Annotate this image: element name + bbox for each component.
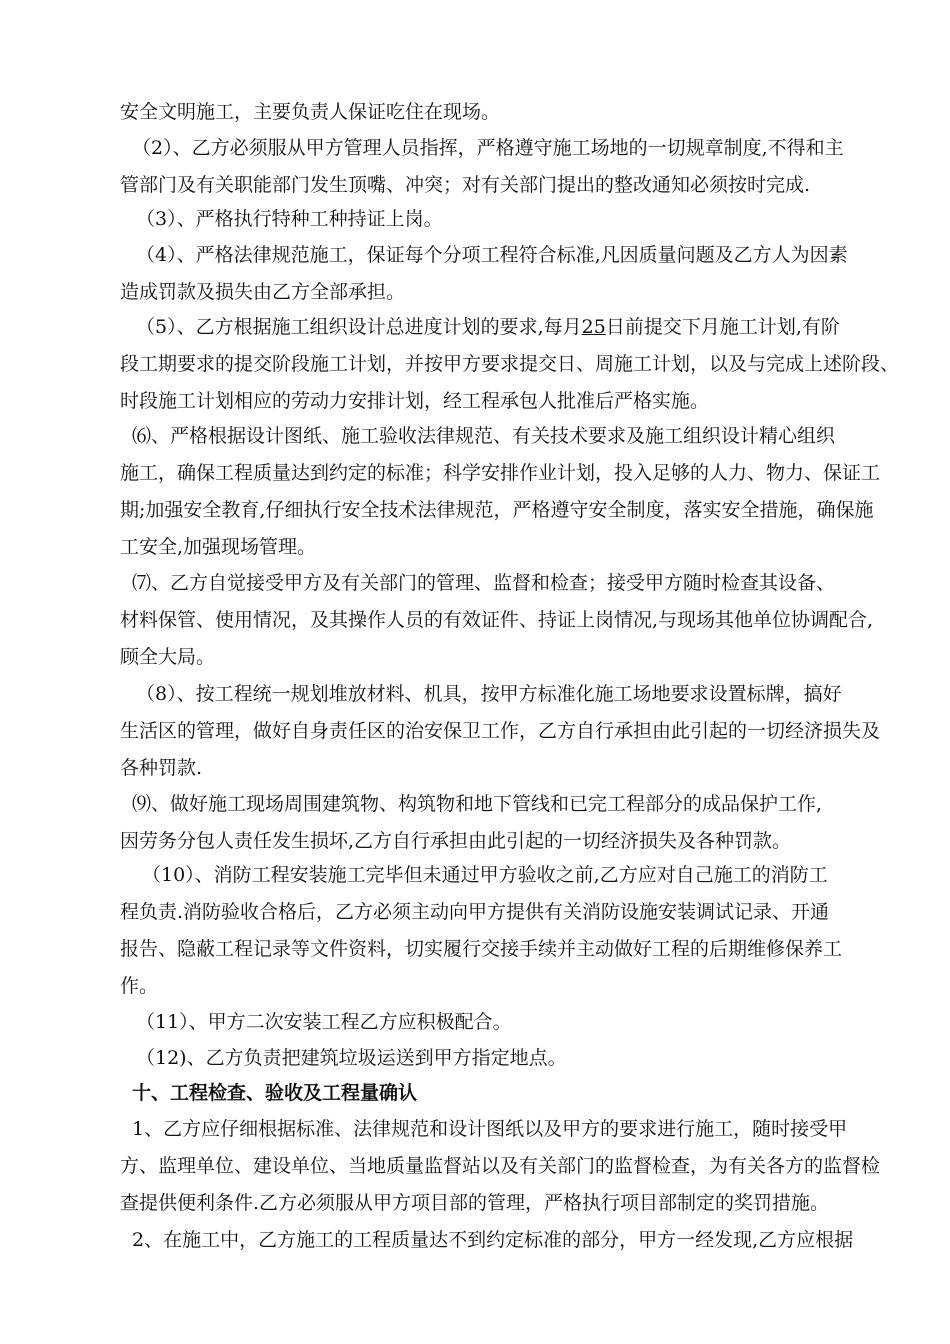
clause-11 [120,1004,860,1041]
text-line: 造成罚款及损失由乙方全部承担。 [120,281,406,303]
item-2 [120,1222,860,1259]
text-line: 顾全大局。 [120,646,216,668]
clause-12 [120,1040,860,1077]
item-1 [120,1111,881,1222]
clause-6 [120,418,881,566]
clause-10 [120,857,860,1005]
clause-9 [120,786,860,860]
text-line: 材料保管、使用情况，及其操作人员的有效证件、持证上岗情况,与现场其他单位协调配合, [120,609,874,631]
text-line: （8）、按工程统一规划堆放材料、机具，按甲方标准化施工场地要求设置标牌，搞好 [136,683,842,705]
text-line: （4）、严格法律规范施工，保证每个分项工程符合标准,凡因质量问题及乙方人为因素 [136,244,848,266]
text-segment: 日前提交下月施工计划,有阶 [605,316,840,338]
text-line [120,309,860,346]
text-line: （12)、乙方负责把建筑垃圾运送到甲方指定地点。 [136,1047,567,1069]
paragraph-continuation [120,94,860,131]
text-line: （3）、严格执行特种工种持证上岗。 [136,208,443,230]
text-line: 管部门及有关职能部门发生顶嘴、冲突；对有关部门提出的整改通知必须按时完成. [120,174,811,196]
day-number: 25 [581,316,606,338]
text-line: 生活区的管理，做好自身责任区的治安保卫工作，乙方自行承担由此引起的一切经济损失及 [120,720,881,742]
text-line: （2）、乙方必须服从甲方管理人员指挥，严格遵守施工场地的一切规章制度,不得和主 [132,137,844,159]
text-line: 时段施工计划相应的劳动力安排计划，经工程承包人批准后严格实施。 [120,390,710,412]
text-line: 1、乙方应仔细根据标准、法律规范和设计图纸以及甲方的要求进行施工，随时接受甲 [132,1118,848,1140]
text-line: ⑹、严格根据设计图纸、施工验收法律规范、有关技术要求及施工组织设计精心组织 [132,425,836,447]
clause-2 [120,130,860,204]
text-line: ⑼、做好施工现场周围建筑物、构筑物和地下管线和已完工程部分的成品保护工作, [132,793,823,815]
text-line: 程负责.消防验收合格后，乙方必须主动向甲方提供有关消防设施安装调试记录、开通 [120,901,830,923]
text-line: （10）、消防工程安装施工完毕但未通过甲方验收之前,乙方应对自己施工的消防工 [142,864,828,886]
text-line: 各种罚款. [120,757,203,779]
text-line: 期;加强安全教育,仔细执行安全技术法律规范，严格遵守安全制度，落实安全措施，确保施 [120,499,874,521]
section-heading [120,1075,860,1112]
clause-7 [120,565,874,676]
text-line: ⑺、乙方自觉接受甲方及有关部门的管理、监督和检查；接受甲方随时检查其设备、 [132,572,836,594]
text-line: 因劳务分包人责任发生损坏,乙方自行承担由此引起的一切经济损失及各种罚款。 [120,830,792,852]
text-line: 工安全,加强现场管理。 [120,536,317,558]
text-line: 作。 [120,975,159,997]
text-line: 报告、隐蔽工程记录等文件资料，切实履行交接手续并主动做好工程的后期维修保养工 [120,938,843,960]
clause-3 [120,201,860,238]
text-line: 十、工程检查、验收及工程量确认 [132,1082,418,1104]
text-line: 安全文明施工，主要负责人保证吃住在现场。 [120,101,501,123]
text-line: （11）、甲方二次安装工程乙方应积极配合。 [136,1011,512,1033]
text-line: 方、监理单位、建设单位、当地质量监督站以及有关部门的监督检查，为有关各方的监督检 [120,1155,881,1177]
clause-8 [120,676,881,787]
text-segment: （5）、乙方根据施工组织设计总进度计划的要求,每月 [136,316,582,338]
clause-5 [120,309,900,420]
text-line: 施工，确保工程质量达到约定的标准；科学安排作业计划，投入足够的人力、物力、保证工 [120,462,881,484]
text-line: 查提供便利条件.乙方必须服从甲方项目部的管理，严格执行项目部制定的奖罚措施。 [120,1192,830,1214]
text-line: 段工期要求的提交阶段施工计划，并按甲方要求提交日、周施工计划，以及与完成上述阶段、 [120,353,900,375]
clause-4 [120,237,860,311]
text-line: 2、在施工中，乙方施工的工程质量达不到约定标准的部分，甲方一经发现,乙方应根据 [132,1229,854,1251]
